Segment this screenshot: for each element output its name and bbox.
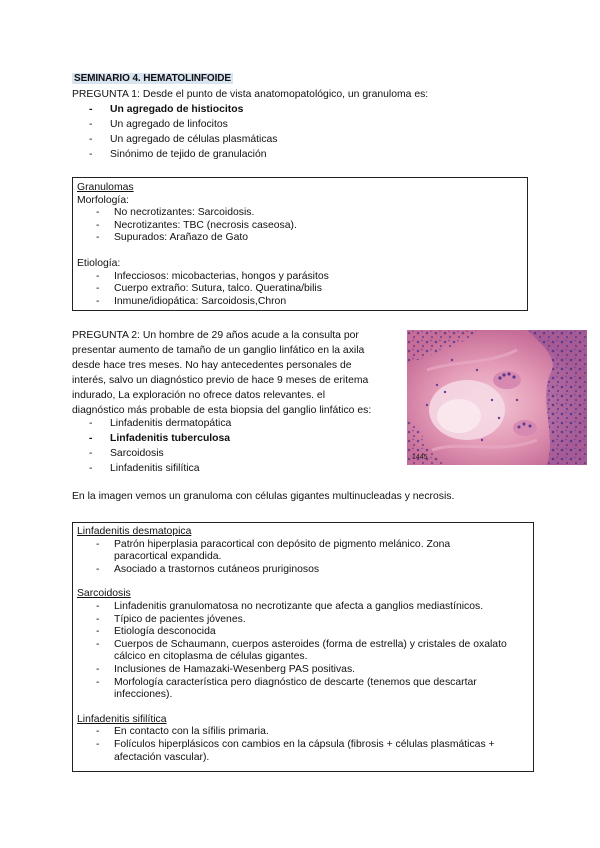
list-item: - Patrón hiperplasia paracortical con depósito de pigmento melánico. Zona paracortical expandida. (77, 539, 474, 564)
list-item: - Linfadenitis granulomatosa no necrotizante que afecta a ganglios mediastínicos. (77, 601, 533, 614)
differential-box (72, 522, 534, 772)
image-label: 1445 (412, 454, 428, 461)
morfologia-list (77, 207, 527, 245)
question-1-options (72, 102, 542, 162)
question-1-text: PREGUNTA 1: Desde el punto de vista anatomopatológico, un granuloma es: (72, 89, 429, 100)
linfadenitis-dermatopatica-list (77, 539, 533, 577)
list-item: - Supurados: Arañazo de Gato (77, 232, 527, 245)
etiologia-list (77, 271, 527, 309)
list-item: - Inclusiones de Hamazaki-Wesenberg PAS positivas. (77, 664, 533, 677)
question-2-option: - Linfadenitis sifilítica (72, 461, 404, 476)
linfadenitis-sifilitica-heading: Linfadenitis sifilítica (77, 713, 167, 725)
document-title: SEMINARIO 4. HEMATOLINFOIDE (74, 73, 231, 84)
question-2-line: PREGUNTA 2: Un hombre de 29 años acude a la consulta por (72, 330, 359, 341)
question-2-option: - Linfadenitis dermatopática (72, 416, 404, 431)
question-2-option-correct: - Linfadenitis tuberculosa (72, 431, 404, 446)
list-item: - Cuerpos de Schaumann, cuerpos asteroides (forma de estrella) y cristales de oxalato cálcico en citoplasma de células gigantes. (77, 639, 514, 664)
linfadenitis-sifilitica-list (77, 726, 533, 764)
list-item: - Morfología característica pero diagnóstico de descarte (tenemos que descartar infecciones). (77, 677, 514, 702)
question-2-option: - Sarcoidosis (72, 446, 404, 461)
list-item: - Etiología desconocida (77, 626, 533, 639)
question-2-line: desde hace tres meses. No hay antecedentes personales de (72, 360, 352, 371)
question-2-line: diagnóstico más probable de esta biopsia del ganglio linfático es: (72, 405, 372, 416)
etiologia-label: Etiología: (77, 257, 121, 269)
question-2-line: presentar aumento de tamaño de un ganglio linfático en la axila (72, 345, 365, 356)
list-item: - Folículos hiperplásicos con cambios en la cápsula (fibrosis + células plasmáticas + afectación vascular). (77, 739, 524, 764)
sarcoidosis-heading: Sarcoidosis (77, 588, 131, 600)
histology-micrograph (407, 330, 587, 465)
list-item: - Necrotizantes: TBC (necrosis caseosa). (77, 220, 527, 233)
question-1-option: - Sinónimo de tejido de granulación (72, 147, 542, 162)
linfadenitis-dermatopatica-heading: Linfadenitis desmatopica (77, 526, 192, 537)
question-2-line: indurado, La exploración no ofrece datos relevantes. el (72, 390, 326, 401)
list-item: - Inmune/idiopática: Sarcoidosis,Chron (77, 296, 527, 309)
list-item: - Asociado a trastornos cutáneos pruriginosos (77, 564, 533, 577)
list-item: - No necrotizantes: Sarcoidosis. (77, 207, 527, 220)
question-1-option: - Un agregado de células plasmáticas (72, 132, 542, 147)
sarcoidosis-list (77, 601, 533, 702)
question-1-option-correct: - Un agregado de histiocitos (72, 102, 542, 117)
list-item: - Infecciosos: micobacterias, hongos y parásitos (77, 271, 527, 284)
question-1 (72, 87, 542, 162)
question-2-options (72, 416, 404, 476)
morfologia-label: Morfología: (77, 194, 129, 206)
list-item: - Típico de pacientes jóvenes. (77, 614, 533, 627)
granulomas-heading: Granulomas (77, 182, 134, 193)
question-2-line: interés, salvo un diagnóstico previo de hace 9 meses de eritema (72, 375, 369, 386)
image-note: En la imagen vemos un granuloma con células gigantes multinucleadas y necrosis. (72, 491, 455, 502)
question-1-option: - Un agregado de linfocitos (72, 117, 542, 132)
list-item: - En contacto con la sífilis primaria. (77, 726, 533, 739)
granulomas-box (72, 177, 528, 311)
list-item: - Cuerpo extraño: Sutura, talco. Queratina/bilis (77, 283, 527, 296)
question-2 (72, 328, 404, 476)
